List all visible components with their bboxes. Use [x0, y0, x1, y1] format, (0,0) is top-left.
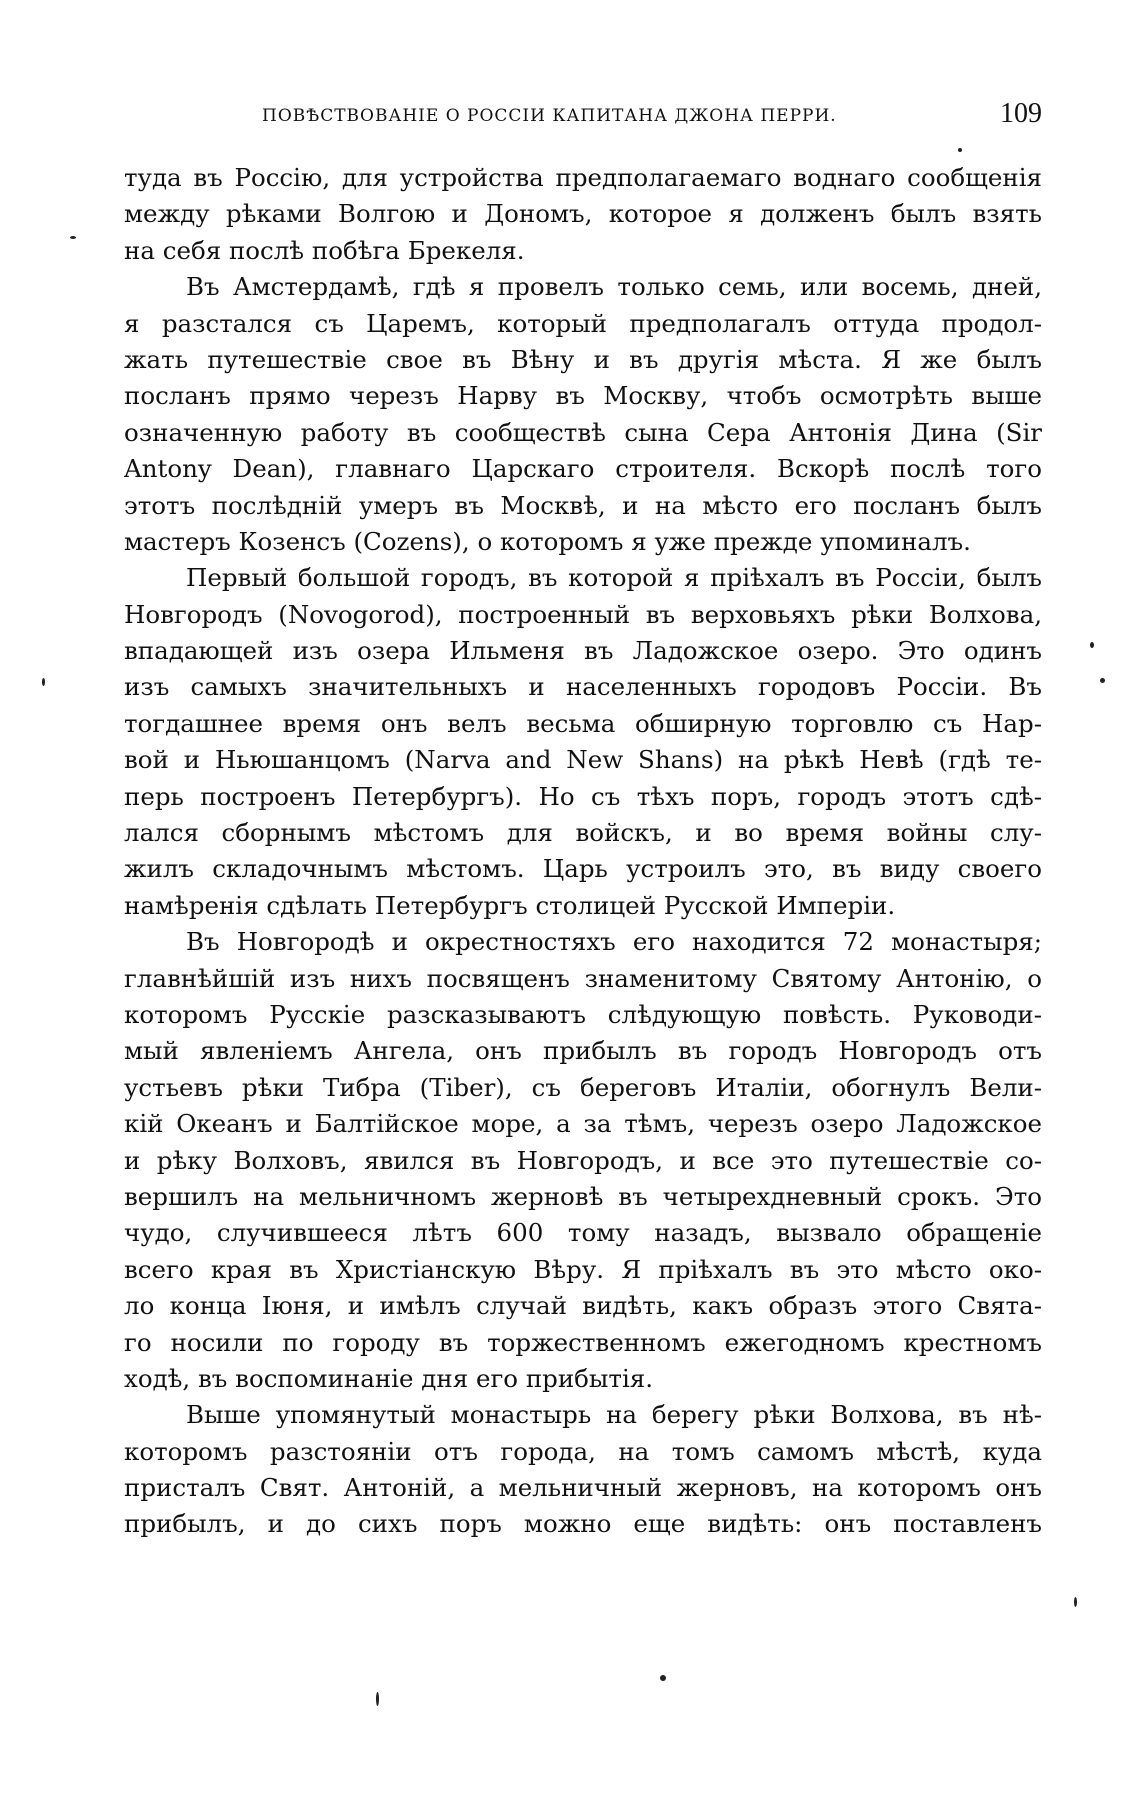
text-line: туда въ Россію, для устройства предполагаемаго воднаго сообщенія [124, 163, 1042, 192]
running-title: ПОВѢСТВОВАНІЕ О РОССІИ КАПИТАНА ДЖОНА ПЕРРИ. [262, 106, 837, 126]
text-line: устьевъ рѣки Тибра (Tiber), съ береговъ Италіи, обогнулъ Вели- [124, 1072, 1042, 1102]
scan-speck [660, 1675, 666, 1681]
text-line: жать путешествіе свое въ Вѣну и въ другія мѣста. Я же былъ [124, 344, 1042, 374]
text-line: впадающей изъ озера Ильменя въ Ладожское озеро. Это одинъ [124, 636, 1042, 666]
text-line: между рѣками Волгою и Дономъ, которое я долженъ былъ взять [124, 199, 1042, 229]
text-line: кій Океанъ и Балтійское море, а за тѣмъ, черезъ озеро Ладожское [124, 1109, 1042, 1139]
text-line: я разстался съ Царемъ, который предполагалъ оттуда продол- [124, 308, 1042, 338]
text-line: го носили по городу въ торжественномъ ежегодномъ крестномъ [124, 1327, 1042, 1357]
text-line: означенную работу въ сообществѣ сына Сера Антонія Дина (Sir [124, 417, 1042, 447]
text-line: этотъ послѣдній умеръ въ Москвѣ, и на мѣсто его посланъ былъ [124, 490, 1042, 520]
text-line: мый явленіемъ Ангела, онъ прибылъ въ городъ Новгородъ отъ [124, 1036, 1042, 1066]
text-line: и рѣку Волховъ, явился въ Новгородъ, и все это путешествіе со- [124, 1145, 1042, 1175]
text-line: Выше упомянутый монастырь на берегу рѣки Волхова, въ нѣ- [186, 1400, 1042, 1430]
scan-speck [376, 1692, 379, 1706]
scan-speck [1090, 642, 1094, 648]
text-line: прибылъ, и до сихъ поръ можно еще видѣть: онъ поставленъ [124, 1509, 1042, 1539]
text-line: которомъ Русскіе разсказываютъ слѣдующую повѣсть. Руководи- [124, 999, 1042, 1029]
text-line: присталъ Свят. Антоній, а мельничный жерновъ, на которомъ онъ [124, 1473, 1042, 1503]
text-line: изъ самыхъ значительныхъ и населенныхъ городовъ Россіи. Въ [124, 672, 1042, 702]
page-number: 109 [1000, 98, 1042, 129]
scan-speck [1074, 1597, 1077, 1607]
text-line: Въ Амстердамѣ, гдѣ я провелъ только семь, или восемь, дней, [186, 272, 1042, 302]
text-line: вершилъ на мельничномъ жерновѣ въ четырехдневный срокъ. Это [124, 1181, 1042, 1211]
scan-speck [70, 236, 76, 239]
body-text [124, 160, 1042, 1543]
text-line: Первый большой городъ, въ которой я пріѣхалъ въ Россіи, былъ [186, 563, 1042, 593]
text-line: посланъ прямо черезъ Нарву въ Москву, чтобъ осмотрѣть выше [124, 381, 1042, 411]
scan-speck [42, 678, 45, 686]
text-line: на себя послѣ побѣга Брекеля. [124, 235, 525, 265]
text-line: лался сборнымъ мѣстомъ для войскъ, и во время войны слу- [124, 818, 1042, 848]
text-line: намѣренія сдѣлать Петербургъ столицей Русской Имперіи. [124, 890, 896, 920]
text-line: Antony Dean), главнаго Царскаго строителя. Вскорѣ послѣ того [124, 454, 1042, 484]
text-line: всего края въ Христіанскую Вѣру. Я пріѣхалъ въ это мѣсто око- [124, 1254, 1042, 1284]
text-line: вой и Ньюшанцомъ (Narva and New Shans) на рѣкѣ Невѣ (гдѣ те- [124, 745, 1042, 775]
text-line: которомъ разстояніи отъ города, на томъ самомъ мѣстѣ, куда [124, 1436, 1042, 1466]
text-line: Въ Новгородѣ и окрестностяхъ его находится 72 монастыря; [186, 927, 1042, 957]
text-line: мастеръ Козенсъ (Cozens), о которомъ я уже прежде упоминалъ. [124, 526, 971, 556]
text-line: главнѣйшій изъ нихъ посвященъ знаменитому Святому Антонію, о [124, 963, 1042, 993]
text-line: Новгородъ (Novogorod), построенный въ верховьяхъ рѣки Волхова, [124, 599, 1042, 629]
text-line: чудо, случившееся лѣтъ 600 тому назадъ, вызвало обращеніе [124, 1218, 1042, 1248]
scan-speck [958, 148, 962, 152]
text-line: ходѣ, въ воспоминаніе дня его прибытія. [124, 1363, 654, 1393]
scan-speck [1100, 678, 1105, 683]
page-header [262, 98, 1042, 138]
text-line: тогдашнее время онъ велъ весьма обширную торговлю съ Нар- [124, 708, 1042, 738]
text-line: ло конца Іюня, и имѣлъ случай видѣть, какъ образъ этого Свята- [124, 1291, 1042, 1321]
text-line: перь построенъ Петербургъ). Но съ тѣхъ поръ, городъ этотъ сдѣ- [124, 781, 1042, 811]
text-line: жилъ складочнымъ мѣстомъ. Царь устроилъ это, въ виду своего [124, 854, 1042, 884]
